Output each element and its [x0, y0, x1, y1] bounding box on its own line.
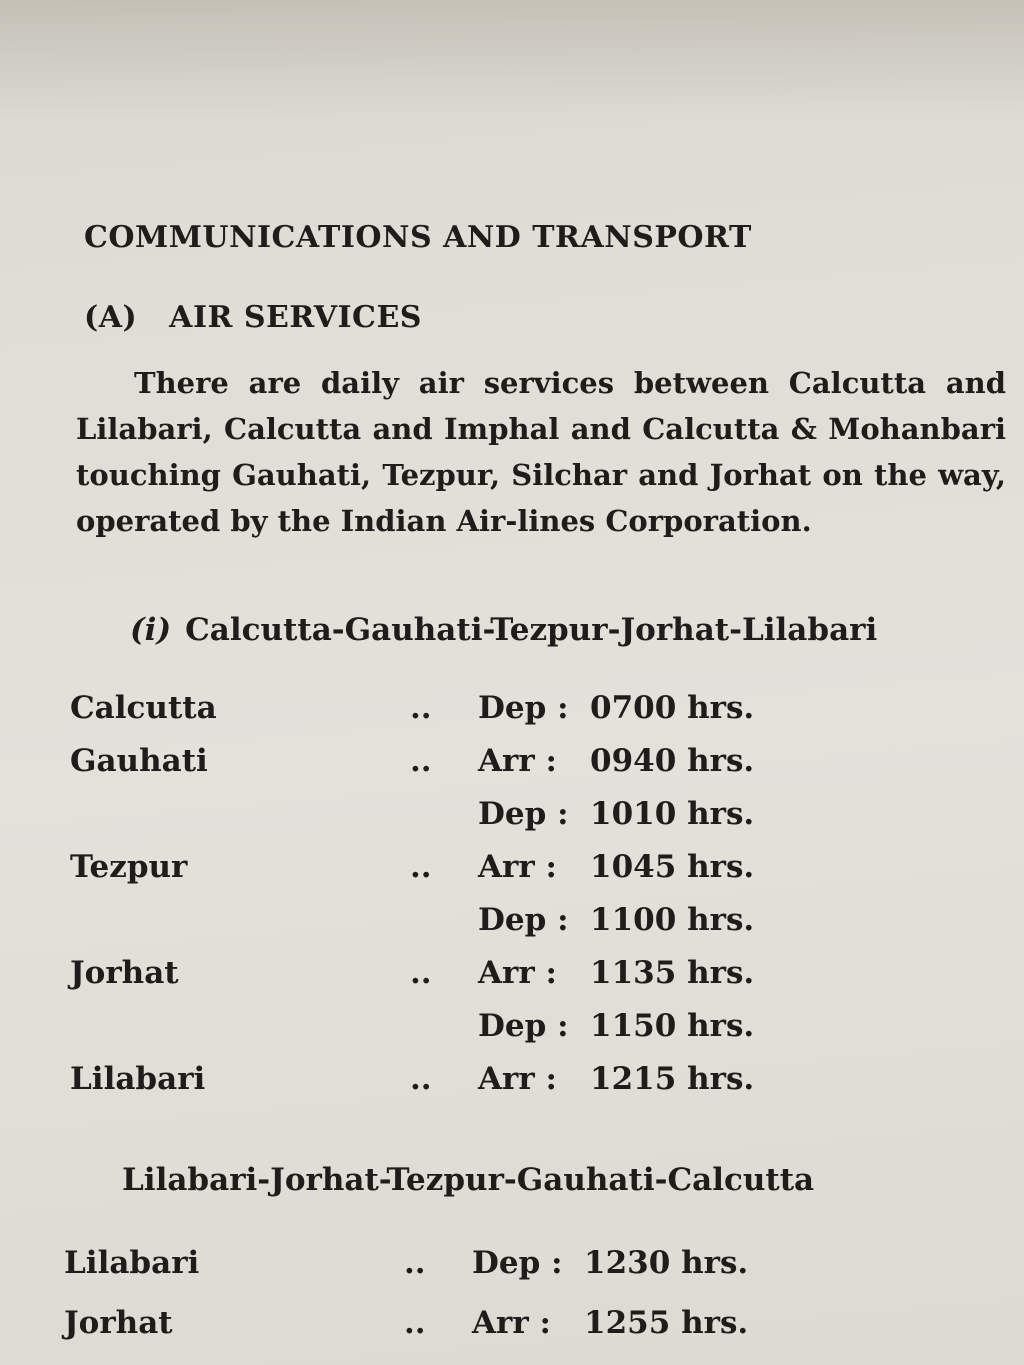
schedule-kind: Arr : — [478, 955, 557, 991]
schedule-time: 1215 hrs. — [590, 1061, 755, 1097]
schedule-time: 0700 hrs. — [590, 690, 755, 726]
section-title: AIR SERVICES — [169, 300, 422, 335]
schedule-city: Jorhat — [70, 955, 179, 991]
schedule-time: 1150 hrs. — [590, 1008, 755, 1044]
route-1-name: Calcutta-Gauhati-Tezpur-Jorhat-Lilabari — [185, 612, 878, 648]
schedule-kind: Dep : — [478, 796, 569, 832]
schedule-city: Jorhat — [64, 1305, 173, 1341]
schedule-time: 0940 hrs. — [590, 743, 755, 779]
schedule-time: 1045 hrs. — [590, 849, 755, 885]
schedule-row — [70, 849, 970, 899]
schedule-row — [70, 1061, 970, 1111]
schedule-row — [70, 902, 970, 952]
route-1-number: (i) — [130, 612, 172, 648]
schedule-time: 1135 hrs. — [590, 955, 755, 991]
schedule-row — [64, 1305, 964, 1355]
schedule-kind: Dep : — [478, 690, 569, 726]
schedule-kind: Dep : — [472, 1245, 563, 1281]
intro-text: There are daily air services between Calcutta and Lilabari, Calcutta and Imphal and Calcutta & Mohanbari touching Gauhati, Tezpur, Silchar and Jorhat on the way, operated by the Indian Air-lines Corporation. — [76, 366, 1006, 538]
schedule-city: Lilabari — [70, 1061, 206, 1097]
schedule-dots: .. — [410, 743, 432, 779]
paper-shadow — [0, 0, 1024, 120]
section-label: (A) — [84, 300, 138, 335]
schedule-kind: Arr : — [478, 743, 557, 779]
schedule-city: Lilabari — [64, 1245, 200, 1281]
schedule-dots: .. — [404, 1305, 426, 1341]
schedule-time: 1100 hrs. — [590, 902, 755, 938]
schedule-time: 1230 hrs. — [584, 1245, 749, 1281]
route-2-title: Lilabari-Jorhat-Tezpur-Gauhati-Calcutta — [122, 1162, 815, 1198]
schedule-city: Tezpur — [70, 849, 188, 885]
schedule-city: Calcutta — [70, 690, 217, 726]
schedule-dots: .. — [404, 1245, 426, 1281]
schedule-kind: Dep : — [478, 902, 569, 938]
section-heading — [84, 300, 422, 335]
schedule-row — [70, 690, 970, 740]
schedule-row — [64, 1245, 964, 1295]
schedule-dots: .. — [410, 1061, 432, 1097]
intro-paragraph — [76, 360, 1006, 544]
schedule-dots: .. — [410, 690, 432, 726]
schedule-dots: .. — [410, 849, 432, 885]
page-heading: COMMUNICATIONS AND TRANSPORT — [84, 220, 752, 255]
schedule-row — [70, 955, 970, 1005]
schedule-city: Gauhati — [70, 743, 208, 779]
schedule-kind: Dep : — [478, 1008, 569, 1044]
schedule-row — [70, 1008, 970, 1058]
schedule-kind: Arr : — [478, 849, 557, 885]
schedule-time: 1255 hrs. — [584, 1305, 749, 1341]
schedule-kind: Arr : — [478, 1061, 557, 1097]
schedule-dots: .. — [410, 955, 432, 991]
route-1-title — [130, 612, 877, 648]
schedule-time: 1010 hrs. — [590, 796, 755, 832]
schedule-kind: Arr : — [472, 1305, 551, 1341]
schedule-row — [70, 796, 970, 846]
schedule-row — [70, 743, 970, 793]
